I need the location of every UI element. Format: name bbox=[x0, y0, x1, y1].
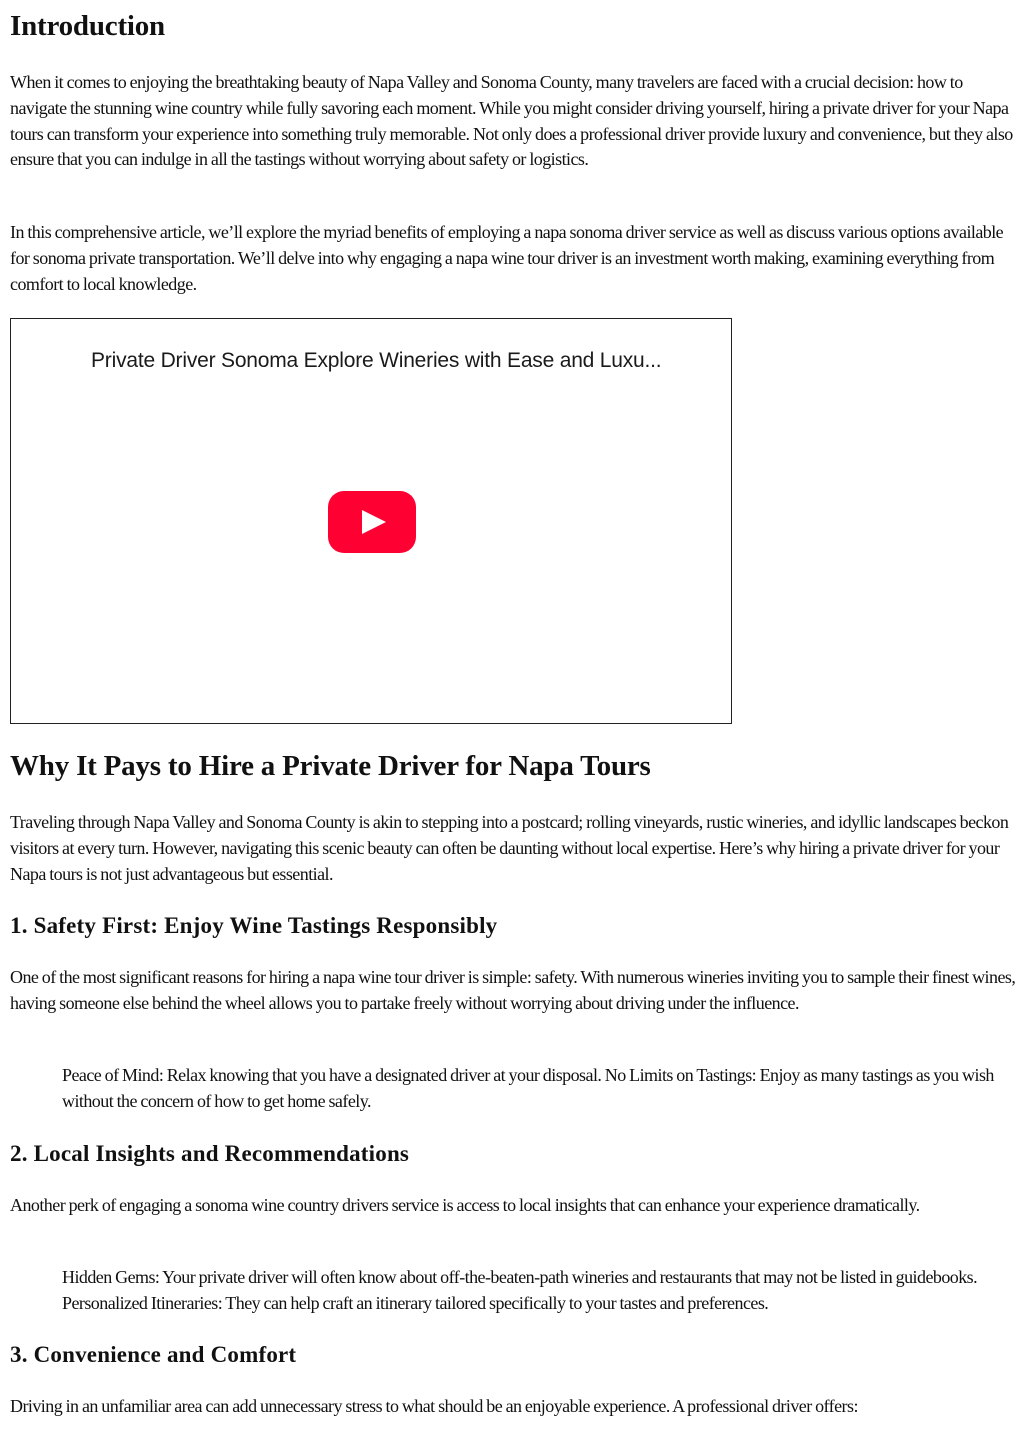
section-2-heading: 2. Local Insights and Recommendations bbox=[10, 1141, 410, 1166]
section-3-heading: 3. Convenience and Comfort bbox=[10, 1342, 297, 1367]
section-3-paragraph: Driving in an unfamiliar area can add unnecessary stress to what should be an enjoyable experience. A professional driver offers: bbox=[10, 1396, 858, 1416]
section-2-paragraph: Another perk of engaging a sonoma wine country drivers service is access to local insights that can enhance your experience dramatically. bbox=[10, 1195, 920, 1215]
play-icon bbox=[362, 510, 386, 534]
section-1-heading: 1. Safety First: Enjoy Wine Tastings Responsibly bbox=[10, 913, 498, 938]
intro-paragraph-1: When it comes to enjoying the breathtaking beauty of Napa Valley and Sonoma County, many travelers are faced with a crucial decision: how to navigate the stunning wine country while fully savoring each moment. While you might consider driving yourself, hiring a private driver for your Napa tours can transform your experience into something truly memorable. Not only does a professional driver provide luxury and convenience, but they also ensure that you can indulge in all the tastings without worrying about safety or logistics. bbox=[10, 72, 1013, 170]
why-heading: Why It Pays to Hire a Private Driver for Napa Tours bbox=[10, 750, 651, 782]
section-2-list: Hidden Gems: Your private driver will often know about off-the-beaten-path wineries and restaurants that may not be listed in guidebooks. Personalized Itineraries: They can help craft an itinerary tailored specifically to your tastes and preferences. bbox=[62, 1267, 978, 1313]
section-1-list: Peace of Mind: Relax knowing that you have a designated driver at your disposal. No Limits on Tastings: Enjoy as many tastings as you wish without the concern of how to get home safely. bbox=[62, 1065, 994, 1111]
play-button[interactable] bbox=[328, 491, 416, 553]
intro-heading: Introduction bbox=[10, 10, 165, 42]
section-1-paragraph: One of the most significant reasons for hiring a napa wine tour driver is simple: safety. With numerous wineries inviting you to sample their finest wines, having someone else behind the wheel allows you to partake freely without worrying about driving under the influence. bbox=[10, 967, 1016, 1013]
intro-paragraph-2: In this comprehensive article, we’ll explore the myriad benefits of employing a napa sonoma driver service as well as discuss various options available for sonoma private transportation. We’ll delve into why engaging a napa wine tour driver is an investment worth making, examining everything from comfort to local knowledge. bbox=[10, 222, 1004, 294]
video-embed[interactable] bbox=[10, 318, 732, 724]
video-title[interactable]: Private Driver Sonoma Explore Wineries with Ease and Luxu... bbox=[91, 349, 662, 372]
why-paragraph: Traveling through Napa Valley and Sonoma County is akin to stepping into a postcard; rolling vineyards, rustic wineries, and idyllic landscapes beckon visitors at every turn. However, navigating this scenic beauty can often be daunting without local expertise. Here’s why hiring a private driver for your Napa tours is not just advantageous but essential. bbox=[10, 812, 1009, 884]
